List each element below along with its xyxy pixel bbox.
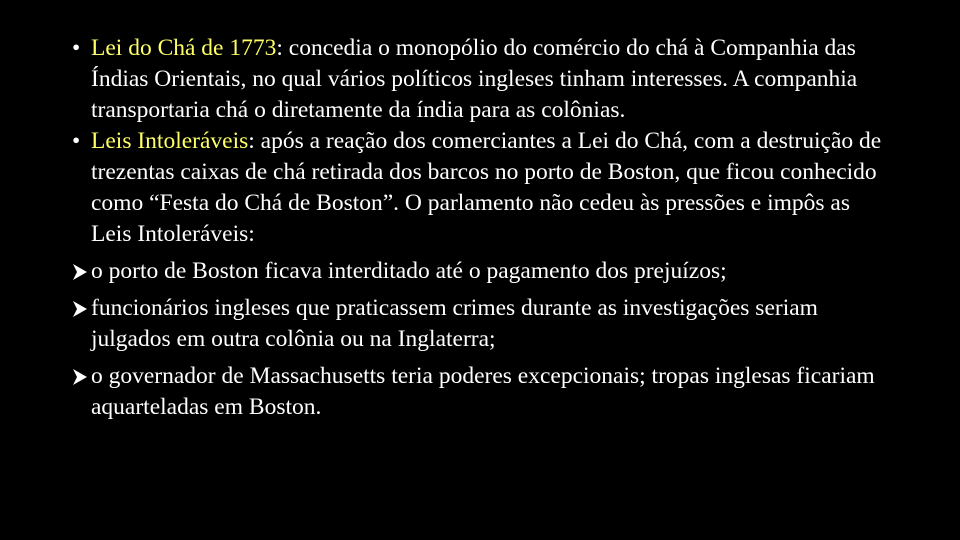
sub-item-text: funcionários ingleses que praticassem crimes durante as investigações seriam julgados em outra colônia ou na Inglaterra; bbox=[91, 295, 818, 352]
slide-content bbox=[72, 33, 892, 423]
bullet-text: : concedia o monopólio do comércio do chá à Companhia das Índias Orientais, no qual vários políticos ingleses tinham interesses. A companhia transportaria chá o diretamente da índia para as colônias. bbox=[91, 35, 858, 123]
bullet-marker: • bbox=[72, 35, 81, 61]
arrow-right-icon bbox=[73, 361, 87, 385]
bullet-term: Leis Intoleráveis bbox=[91, 128, 249, 154]
sub-item-governador bbox=[72, 361, 892, 423]
bullet-marker: • bbox=[72, 128, 81, 154]
sub-item-funcionarios bbox=[72, 293, 892, 355]
sub-item-porto bbox=[72, 256, 892, 287]
arrow-right-icon bbox=[73, 293, 87, 317]
bullet-term: Lei do Chá de 1773 bbox=[91, 35, 277, 61]
bullet-item-lei-do-cha bbox=[72, 33, 892, 126]
bullet-item-leis-intoleraveis bbox=[72, 126, 892, 250]
sub-item-text: o porto de Boston ficava interditado até o pagamento dos prejuízos; bbox=[91, 258, 727, 284]
sub-item-text: o governador de Massachusetts teria poderes excepcionais; tropas inglesas ficariam aquarteladas em Boston. bbox=[91, 363, 875, 420]
bullet-text: : após a reação dos comerciantes a Lei do Chá, com a destruição de trezentas caixas de chá retirada dos barcos no porto de Boston, que ficou conhecido como “Festa do Chá de Boston”. O parlamento não cedeu às pressões e impôs as Leis Intoleráveis: bbox=[91, 128, 882, 247]
arrow-right-icon bbox=[73, 256, 87, 280]
